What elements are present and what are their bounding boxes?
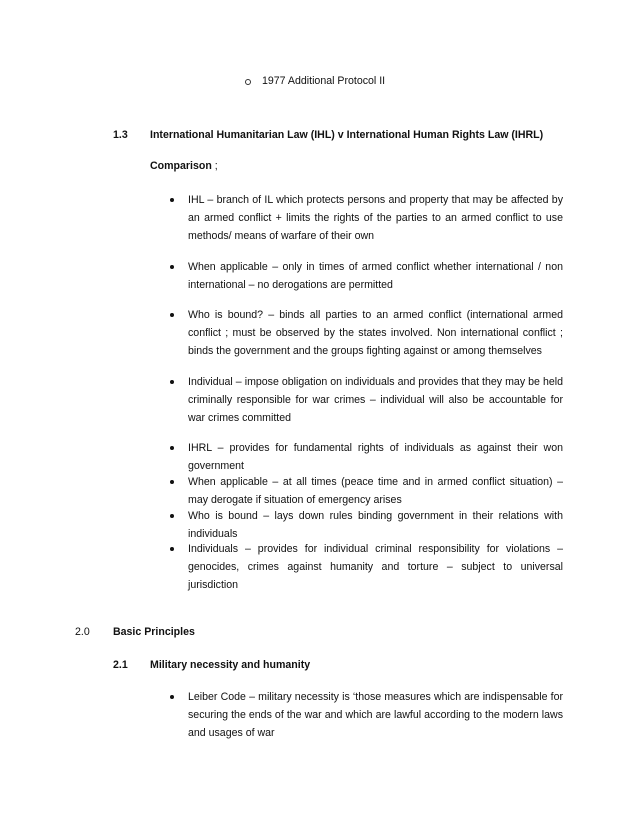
comparison-label	[150, 157, 218, 175]
bullet-icon	[170, 198, 174, 202]
bullet-icon	[170, 313, 174, 317]
list-item: Individuals – provides for individual criminal responsibility for violations – genocides, crimes against humanity and torture – subject to universal jurisdiction	[188, 543, 563, 591]
section-number: 2.0	[75, 626, 90, 638]
list-item: Leiber Code – military necessity is ‘those measures which are indispensable for securing the ends of the war and which are lawful according to the modern laws and usages of war	[188, 691, 563, 739]
section-number: 1.3	[113, 129, 128, 141]
bullet-icon	[170, 265, 174, 269]
comparison-label-text: Comparison	[150, 160, 212, 172]
list-item: Who is bound? – binds all parties to an armed conflict (international armed conflict ; must be observed by the states involved. Non international conflict ; binds the government and the groups fighting against or among themselves	[188, 309, 563, 357]
section-title: International Humanitarian Law (IHL) v International Human Rights Law (IHRL)	[150, 129, 544, 141]
list-item: Individual – impose obligation on individuals and provides that they may be held criminally responsible for war crimes – individual will also be accountable for war crimes committed	[188, 376, 563, 424]
circle-bullet-icon	[245, 79, 251, 85]
bullet-icon	[170, 695, 174, 699]
section-title: Military necessity and humanity	[150, 659, 311, 671]
bullet-icon	[170, 380, 174, 384]
list-item: When applicable – only in times of armed conflict whether international / non international – no derogations are permitted	[188, 261, 563, 291]
bullet-icon	[170, 446, 174, 450]
list-item: Who is bound – lays down rules binding government in their relations with individuals	[188, 510, 563, 540]
bullet-icon	[170, 480, 174, 484]
bullet-icon	[170, 514, 174, 518]
bullet-icon	[170, 547, 174, 551]
list-item: IHL – branch of IL which protects persons and property that may be affected by an armed conflict + limits the rights of the parties to an armed conflict to use methods/ means of warfare of their own	[188, 194, 563, 242]
section-number: 2.1	[113, 659, 128, 671]
section-title: Basic Principles	[113, 626, 195, 638]
comparison-suffix: ;	[211, 160, 218, 172]
list-item: IHRL – provides for fundamental rights of individuals as against their won government	[188, 442, 563, 472]
list-item: When applicable – at all times (peace time and in armed conflict situation) – may derogate if situation of emergency arises	[188, 476, 563, 506]
protocol-item: 1977 Additional Protocol II	[262, 75, 386, 87]
